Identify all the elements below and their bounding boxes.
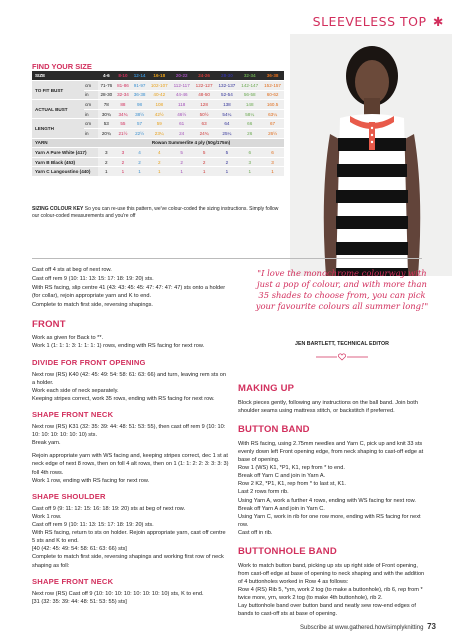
yarn-cell: 3 — [238, 157, 261, 167]
size-cell: 122-127 — [193, 81, 216, 91]
size-cell: 71-76 — [98, 81, 115, 91]
yarn-cell: 1 — [131, 167, 148, 177]
para: Next row (RS) K31 (32: 35: 39: 44: 48: 51: 53: 55), then cast off rem 9 (10: 10: 10: 10: 10: 10: 10: 10) sts. — [32, 423, 226, 439]
size-cell: 44-46 — [171, 90, 193, 100]
section-tag — [313, 14, 444, 29]
para: Cast off 9 (9: 11: 12: 15: 16: 18: 19: 20) sts at beg of next row. — [32, 505, 186, 512]
size-row-label: TO FIT BUST — [32, 81, 84, 100]
size-cell: 57 — [131, 119, 148, 129]
yarn-cell: 1 — [261, 167, 284, 177]
para: With RS facing, slip centre 41 (43: 43: 45: 45: 47: 47: 47: 47) sts onto a holder (for collar), rejoin appropriate yarn and K to end. — [32, 285, 226, 300]
para: Keeping stripes correct, work 35 rows, ending with RS facing for next row. — [32, 395, 215, 402]
size-cell: 66 — [238, 119, 261, 129]
size-row-label: LENGTH — [32, 119, 84, 138]
size-cell: 26 — [238, 129, 261, 139]
pull-quote: "I love the monochrome colourway with just a pop of colour, and with more than 35 shades to choose from, you can pick your favourite colours all summer long!" — [255, 268, 429, 311]
yarn-row — [32, 157, 284, 167]
para: With RS facing, using 2.75mm needles and Yarn C, pick up and knit 33 sts evenly down left Front opening edge, from neck shaping to cast-off edge at base of opening. — [238, 440, 424, 463]
size-cell: 56-58 — [238, 90, 261, 100]
size-row-unit: cm — [84, 100, 98, 110]
para: Work as given for Back to **. — [32, 335, 104, 342]
size-row-unit: cm — [84, 81, 98, 91]
size-header-cell: 4-6 — [98, 71, 115, 81]
heading-button-band: BUTTON BAND — [238, 423, 310, 435]
size-cell: 88 — [115, 100, 132, 110]
yarn-row-label: Yarn C Langoustino (440) — [32, 167, 98, 177]
heading-buttonhole-band: BUTTONHOLE BAND — [238, 546, 337, 558]
size-cell: 21½ — [115, 129, 132, 139]
yarn-cell: 3 — [261, 157, 284, 167]
size-cell: 26½ — [261, 129, 284, 139]
footer — [300, 622, 436, 631]
size-cell: 108 — [148, 100, 171, 110]
yarn-cell: 1 — [216, 167, 239, 177]
para: Complete to match first side, reversing shapings and working first row of neck shaping as foll: — [32, 554, 224, 569]
yarn-cell: 6 — [238, 148, 261, 158]
heading-front: FRONT — [32, 318, 66, 330]
size-cell: 55 — [115, 119, 132, 129]
yarn-header-label: YARN — [32, 138, 98, 148]
para: Next row (RS) K40 (42: 45: 49: 54: 58: 61: 63: 66) and turn, leaving rem sts on a holder. — [32, 371, 227, 386]
size-cell: 118 — [171, 100, 193, 110]
size-row — [32, 100, 284, 110]
yarn-row-label: Yarn A Pure White (417) — [32, 148, 98, 158]
size-cell: 98 — [131, 100, 148, 110]
yarn-cell: 1 — [115, 167, 132, 177]
para: Cast off rem 9 (10: 11: 13: 15: 17: 18: 19: 20) sts. — [32, 521, 154, 528]
size-cell: 67 — [261, 119, 284, 129]
para: Break off Yarn A and join in Yarn C. — [238, 505, 325, 512]
size-cell: 24¾ — [193, 129, 216, 139]
sizing-colour-key — [32, 206, 282, 221]
size-cell: 28-30 — [98, 90, 115, 100]
para: Cast off rem 9 (10: 11: 13: 15: 17: 18: 19: 20) sts. — [32, 276, 154, 283]
size-cell: 160.5 — [261, 100, 284, 110]
yarn-row — [32, 167, 284, 177]
size-cell: 25¼ — [216, 129, 239, 139]
yarn-cell: 2 — [115, 157, 132, 167]
size-cell: 102-107 — [148, 81, 171, 91]
size-cell: 64 — [216, 119, 239, 129]
yarn-cell: 2 — [131, 157, 148, 167]
size-row-unit: in — [84, 129, 98, 139]
para: Work to match button band, picking up sts up right side of Front opening, from cast-off edge at base of opening to neck shaping and with the addition of 4 buttonholes worked in Row 4 as follows: — [238, 562, 425, 586]
star-icon: ✱ — [433, 14, 444, 29]
right-column — [238, 382, 428, 624]
model-photo — [290, 34, 452, 276]
size-row — [32, 81, 284, 91]
yarn-cell: 1 — [98, 167, 115, 177]
heading-shape-shoulder: SHAPE SHOULDER — [32, 491, 106, 501]
size-cell: 81-86 — [115, 81, 132, 91]
yarn-cell: 1 — [193, 167, 216, 177]
size-cell: 138 — [216, 100, 239, 110]
para: Break off Yarn C and join in Yarn A. — [238, 473, 326, 480]
para: Row 1 (WS) K1, *P1, K1, rep from * to end. — [238, 465, 345, 472]
para: Lay buttonhole band over button band and neatly sew row-end edges of bands to cast-off sts at base of opening. — [238, 603, 416, 618]
yarn-cell: 1 — [238, 167, 261, 177]
key-body: So you can re-use this pattern, we've colour-coded the sizing instructions. Simply follow our colour-coded measurements and you're off — [32, 206, 279, 220]
size-cell: 148 — [238, 100, 261, 110]
size-cell: 60-62 — [261, 90, 284, 100]
size-cell: 78 — [98, 100, 115, 110]
para: Work each side of neck separately. — [32, 387, 119, 394]
yarn-cell: 6 — [261, 148, 284, 158]
size-header-cell: 16-18 — [148, 71, 171, 81]
size-cell: 59 — [148, 119, 171, 129]
yarn-row — [32, 148, 284, 158]
heart-divider-icon — [316, 352, 368, 362]
para: Complete to match first side, reversing shapings. — [32, 302, 153, 309]
para: Break yarn. — [32, 440, 61, 447]
size-cell: 132-137 — [216, 81, 239, 91]
para: Last 2 rows form rib. — [238, 489, 289, 496]
size-row-unit: in — [84, 109, 98, 119]
heading-divide: DIVIDE FOR FRONT OPENING — [32, 357, 146, 367]
yarn-cell: 4 — [148, 148, 171, 158]
para: Cast off 4 sts at beg of next row. — [32, 267, 112, 273]
yarn-cell: 2 — [193, 157, 216, 167]
size-header-cell: 8-10 — [115, 71, 132, 81]
size-header-cell: 24-26 — [193, 71, 216, 81]
size-cell: 152-157 — [261, 81, 284, 91]
size-cell: 112-117 — [171, 81, 193, 91]
section-tag-text: SLEEVELESS TOP — [312, 14, 427, 29]
size-cell: 52-54 — [216, 90, 239, 100]
para: Row 2 K2, *P1, K1, rep from * to last st, K1. — [238, 481, 346, 488]
para: Next row (RS) Cast off 9 (10: 10: 10: 10: 10: 10: 10: 10) sts, K to end. — [32, 590, 204, 597]
para: Work 1 (1: 1: 1: 3: 1: 1: 1: 1) rows, ending with RS facing for next row. — [32, 343, 205, 350]
size-cell: 40-42 — [148, 90, 171, 100]
size-cell: 20¾ — [98, 129, 115, 139]
para: [31 (32: 35: 39: 44: 48: 51: 53: 55) sts] — [32, 598, 127, 605]
para: [40 (42: 45: 49: 54: 58: 61: 63: 66) sts] — [32, 546, 127, 553]
para: With RS facing, return to sts on holder. Rejoin appropriate yarn, cast off centre 5 sts and K to end. — [32, 530, 226, 545]
divider — [32, 258, 422, 259]
size-cell: 30¾ — [98, 109, 115, 119]
size-row-unit: in — [84, 90, 98, 100]
size-row-label: ACTUAL BUST — [32, 100, 84, 119]
yarn-cell: 5 — [216, 148, 239, 158]
yarn-cell: 2 — [148, 157, 171, 167]
size-cell: 23¼ — [148, 129, 171, 139]
size-cell: 142-147 — [238, 81, 261, 91]
size-cell: 63 — [193, 119, 216, 129]
para: Rejoin appropriate yarn with WS facing and, keeping stripes correct, dec 1 st at neck edge of next 8 rows, then on foll 4 alt rows, then on 1 (1: 1: 2: 2: 3: 3: 3: 3) foll 4th rows. — [32, 453, 229, 476]
key-lead: SIZING COLOUR KEY — [32, 206, 84, 212]
size-cell: 38½ — [131, 109, 148, 119]
size-cell: 91-97 — [131, 81, 148, 91]
para: Block pieces gently, following any instructions on the ball band. Join both shoulder seams using mattress stitch, or backstitch if preferred. — [238, 399, 418, 414]
heading-making-up: MAKING UP — [238, 383, 295, 394]
yarn-cell: 3 — [115, 148, 132, 158]
yarn-cell: 2 — [98, 157, 115, 167]
yarn-cell: 2 — [216, 157, 239, 167]
size-header-cell: 32-34 — [238, 71, 261, 81]
size-header-cell: 12-14 — [131, 71, 148, 81]
page-number: 73 — [427, 622, 436, 631]
size-header-cell: 20-22 — [171, 71, 193, 81]
yarn-cell: 5 — [193, 148, 216, 158]
size-cell: 34¾ — [115, 109, 132, 119]
size-cell: 22½ — [131, 129, 148, 139]
para: Row 4 (RS) Rib 5, *yrn, work 2 tog (to make a buttonhole), rib 6, rep from * twice more, yrn, work 2 tog (to make 4th buttonhole), rib 2. — [238, 587, 423, 602]
para: Using Yarn C, work in rib for one row more, ending with RS facing for next row. — [238, 513, 421, 528]
size-cell: 58¼ — [238, 109, 261, 119]
size-header-cell: 36-38 — [261, 71, 284, 81]
para: Work 1 row. — [32, 513, 62, 520]
yarn-cell: 4 — [131, 148, 148, 158]
size-row-unit: cm — [84, 119, 98, 129]
size-cell: 54¼ — [216, 109, 239, 119]
size-cell: 61 — [171, 119, 193, 129]
size-cell: 46½ — [171, 109, 193, 119]
yarn-cell: 2 — [171, 157, 193, 167]
yarn-cell: 1 — [171, 167, 193, 177]
model-photo-illustration — [290, 34, 452, 276]
yarn-row-label: Yarn B Black (453) — [32, 157, 98, 167]
footer-subscribe-link[interactable]: Subscribe at www.gathered.how/simplyknitting — [300, 625, 424, 631]
heading-shape-front-neck: SHAPE FRONT NECK — [32, 409, 114, 419]
para: Cast off in rib. — [238, 529, 273, 536]
left-column — [32, 266, 230, 611]
yarn-cell: 3 — [98, 148, 115, 158]
size-row — [32, 119, 284, 129]
size-cell: 24 — [171, 129, 193, 139]
size-cell: 48-50 — [193, 90, 216, 100]
para: Using Yarn A, work a further 4 rows, ending with WS facing for next row. — [238, 497, 416, 504]
size-header-cell: 28-30 — [216, 71, 239, 81]
size-cell: 42½ — [148, 109, 171, 119]
yarn-cell: 5 — [171, 148, 193, 158]
size-cell: 32-34 — [115, 90, 132, 100]
size-cell: 63¼ — [261, 109, 284, 119]
size-cell: 53 — [98, 119, 115, 129]
size-table — [32, 71, 284, 177]
size-cell: 36-38 — [131, 90, 148, 100]
quote-attribution: JEN BARTLETT, TECHNICAL EDITOR — [295, 341, 389, 347]
yarn-header-row — [32, 138, 284, 148]
section-title: FIND YOUR SIZE — [32, 62, 92, 71]
size-header-row — [32, 71, 284, 81]
yarn-cell: 1 — [148, 167, 171, 177]
heading-shape-front-neck-2: SHAPE FRONT NECK — [32, 576, 114, 586]
size-header-label: SIZE — [32, 71, 98, 81]
size-cell: 128 — [193, 100, 216, 110]
size-cell: 50½ — [193, 109, 216, 119]
yarn-name: Rowan Summerlite 4 ply (50g/175m) — [98, 138, 284, 148]
para: Work 1 row, ending with RS facing for next row. — [32, 477, 150, 484]
